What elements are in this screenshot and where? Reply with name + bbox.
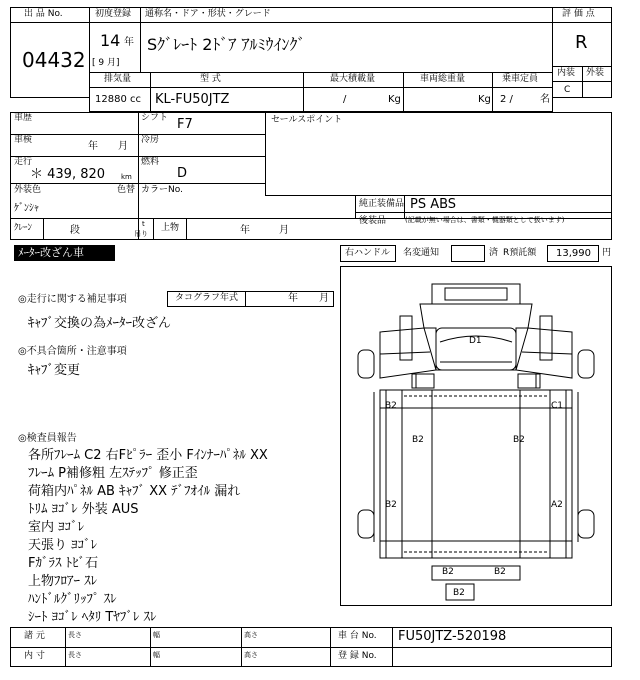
inspector-line: ﾌﾚｰﾑ P補修粗 左ｽﾃｯﾌﾟ 修正歪: [28, 466, 198, 481]
inspector-line: 荷箱内ﾊﾟﾈﾙ AB ｷｬﾌﾞ XX ﾃﾞﾌｵｲﾙ 漏れ: [28, 484, 241, 499]
right-hand-label: 右ハンドル: [345, 248, 391, 258]
gross-weight-unit: Kg: [478, 94, 491, 105]
truck-outline: [340, 266, 612, 606]
capacity-label: 乗車定員: [502, 74, 539, 84]
tax-prefix: 済: [489, 248, 499, 258]
defect-heading: ◎不具合箇所・注意事項: [18, 346, 127, 357]
damage-mark: B2: [385, 500, 397, 510]
rating-value: R: [575, 32, 588, 53]
damage-mark: B2: [453, 588, 465, 598]
tax-label: R預託額: [503, 248, 537, 258]
lot-number: 04432: [22, 48, 86, 72]
lot-label: 出 品 No.: [24, 9, 63, 19]
crane-step: 段: [70, 225, 80, 236]
model-code-value: KL-FU50JTZ: [155, 92, 230, 107]
first-reg-month: [ 9 月]: [92, 58, 120, 68]
capacity-value: 2 /: [500, 94, 513, 105]
shift-value: F7: [177, 117, 193, 132]
shift-label: シフト: [141, 113, 169, 123]
damage-mark: A2: [551, 500, 563, 510]
first-reg-year: 14: [100, 31, 121, 50]
equipment-label: 純正装備品: [359, 199, 405, 209]
exterior-label: 外装: [586, 68, 605, 78]
color-code-label: 色替: [117, 185, 136, 195]
dims-label: 諸 元: [24, 631, 45, 641]
inspection-year: 年: [88, 141, 98, 152]
mileage-unit: km: [121, 173, 132, 181]
height-label: 高さ: [244, 631, 258, 639]
width-label: 幅: [153, 651, 160, 659]
inspection-label: 車検: [14, 135, 33, 145]
inspector-line: ﾊﾝﾄﾞﾙｸﾞﾘｯﾌﾟ ｽﾚ: [28, 592, 117, 607]
aftermarket-note: (記載が無い場合は、書類・機器類として扱います): [405, 216, 565, 224]
length-label: 長さ: [68, 631, 82, 639]
model-code-label: 型 式: [200, 74, 221, 84]
tachograph-year: 年: [288, 293, 298, 304]
damage-mark: C1: [551, 401, 564, 411]
width-label: 幅: [153, 631, 160, 639]
meter-tampered-badge: ﾒｰﾀｰ改ざん車: [14, 245, 115, 261]
chassis-label: 車 台 No.: [338, 631, 377, 641]
displacement-label: 排気量: [104, 74, 132, 84]
color-no-label: カラーNo.: [141, 185, 183, 195]
reg-label: 登 録 No.: [338, 651, 377, 661]
name-change-label: 名変通知: [403, 248, 440, 258]
name-change-box: [451, 245, 485, 262]
damage-mark-d1: D1: [469, 336, 482, 346]
inspection-month: 月: [118, 141, 128, 152]
inner-label: 内 寸: [24, 651, 45, 661]
rating-label: 評 価 点: [562, 9, 595, 19]
model-name-label: 通称名・ドア・形状・グレード: [145, 9, 271, 19]
interior-label: 内装: [557, 68, 576, 78]
history-label: 車歴: [14, 113, 33, 123]
crane-label: ｸﾚｰﾝ: [14, 223, 33, 233]
max-load-sep: /: [343, 94, 347, 105]
capacity-unit: 名: [540, 94, 550, 105]
tax-value: 13,990: [556, 248, 591, 259]
year-unit: 年: [124, 37, 134, 48]
equipment-value: PS ABS: [410, 197, 457, 212]
height-label: 高さ: [244, 651, 258, 659]
crane-hang: 吊り: [134, 230, 148, 238]
inspector-line: ﾄﾘﾑ ﾖｺﾞﾚ 外装 AUS: [28, 502, 139, 517]
mileage-value: ＊ 439, 820: [30, 167, 106, 182]
chassis-no: FU50JTZ-520198: [398, 629, 507, 644]
max-load-unit: Kg: [388, 94, 401, 105]
interior-grade: C: [564, 85, 571, 95]
inspector-line: ｼｰﾄ ﾖｺﾞﾚ ﾍﾀﾘ Tﾔﾌﾞﾚ ｽﾚ: [28, 610, 157, 625]
inspector-line: 室内 ﾖｺﾞﾚ: [28, 520, 85, 535]
inspector-line: 各所ﾌﾚｰﾑ C2 右Fﾋﾟﾗｰ 歪小 Fｲﾝﾅｰﾊﾟﾈﾙ XX: [28, 448, 268, 463]
color-label: 外装色: [14, 185, 42, 195]
sales-point-label: セールスポイント: [271, 115, 343, 125]
inspector-line: 上物ﾌﾛｱｰ ｽﾚ: [28, 574, 98, 589]
damage-mark: B2: [442, 567, 454, 577]
inspector-heading: ◎検査員報告: [18, 433, 77, 444]
max-load-label: 最大積載量: [330, 74, 376, 84]
color-value: ｹﾞﾝｼｬ: [14, 203, 39, 214]
tax-unit: 円: [602, 248, 612, 258]
damage-mark: B2: [513, 435, 525, 445]
tachograph-label: タコグラフ年式: [175, 293, 239, 303]
first-reg-label: 初度登録: [95, 9, 132, 19]
upper-year: 年: [240, 225, 250, 236]
tachograph-month: 月: [319, 293, 329, 304]
damage-mark: B2: [385, 401, 397, 411]
fuel-label: 燃料: [141, 157, 160, 167]
mileage-label: 走行: [14, 157, 33, 167]
damage-mark: B2: [412, 435, 424, 445]
length-label: 長さ: [68, 651, 82, 659]
gross-weight-label: 車両総重量: [420, 74, 466, 84]
fuel-value: D: [177, 166, 188, 181]
defect-note: ｷｬﾌﾞ変更: [28, 363, 81, 378]
model-name: Sｸﾞﾚｰﾄ 2ﾄﾞｱ ｱﾙﾐｳｲﾝｸﾞ: [147, 35, 306, 54]
driving-note: ｷｬﾌﾞ交換の為ﾒｰﾀｰ改ざん: [28, 316, 172, 331]
displacement-value: 12880 cc: [95, 94, 141, 105]
damage-mark: B2: [494, 567, 506, 577]
crane-ton: t: [142, 220, 145, 228]
inspector-line: 天張り ﾖｺﾞﾚ: [28, 538, 98, 553]
inspector-line: Fｶﾞﾗｽ ﾄﾋﾞ石: [28, 556, 99, 571]
upper-month: 月: [279, 225, 289, 236]
aftermarket-label: 後装品: [359, 216, 387, 226]
aircon-label: 冷房: [141, 135, 160, 145]
driving-heading: ◎走行に関する補足事項: [18, 294, 127, 305]
upper-label: 上物: [161, 223, 180, 233]
